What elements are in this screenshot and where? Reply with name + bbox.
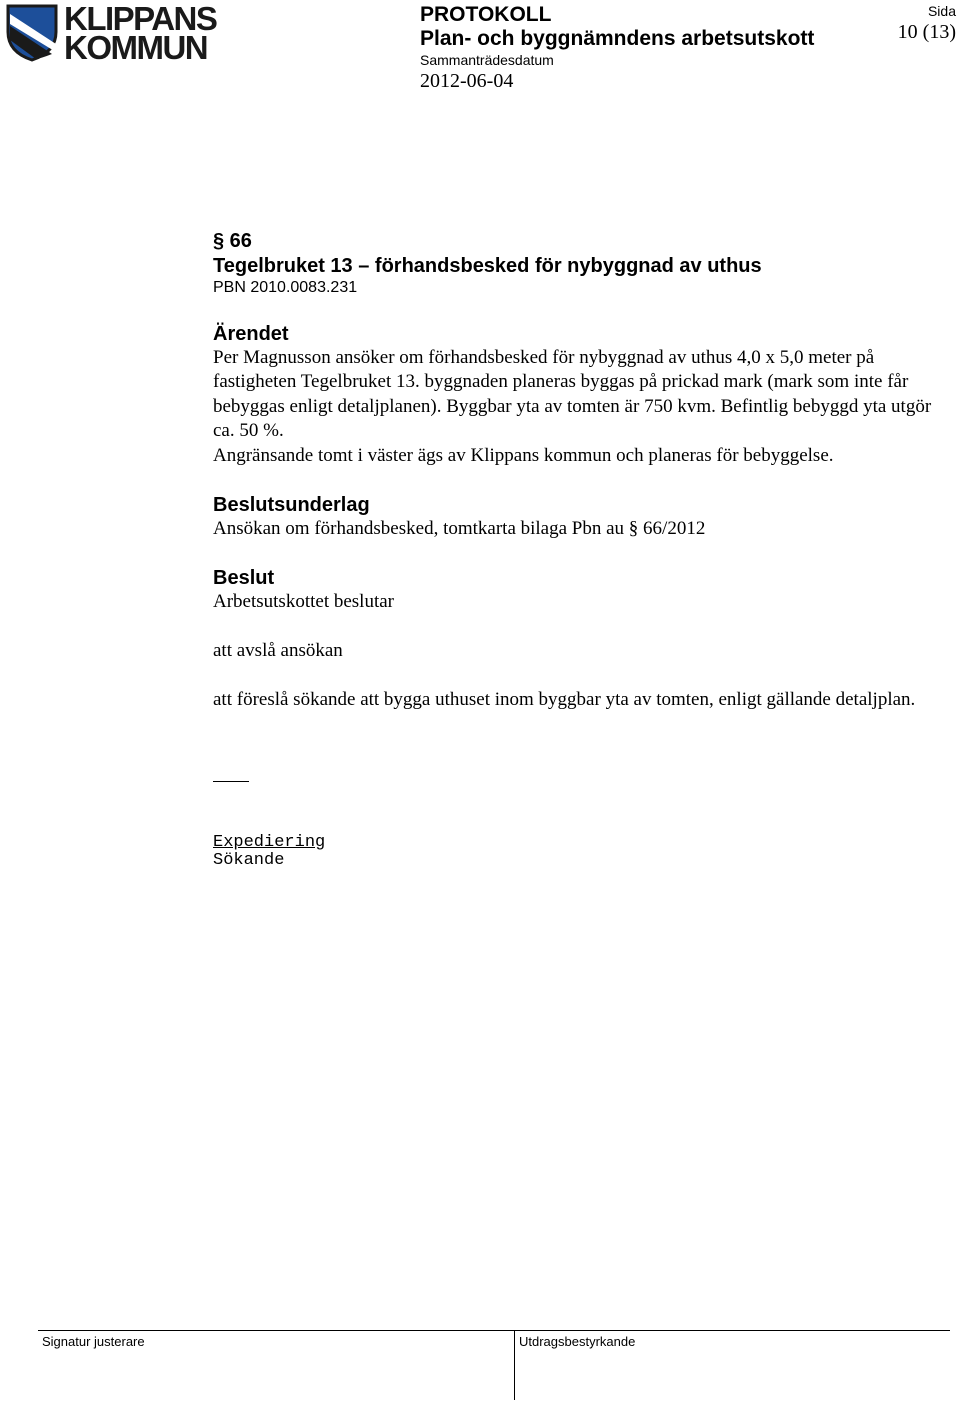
footer-rule (38, 1330, 950, 1331)
arendet-paragraph: Per Magnusson ansöker om förhandsbesked för nybyggnad av uthus 4,0 x 5,0 meter på fastigheten Tegelbruket 13. byggnaden planeras byggas på prickad mark (mark som inte får bebyggas enligt detaljplanen). Byggbar yta av tomten är 750 kvm. Befintlig bebyggd yta utgör ca. 50 %. (213, 347, 932, 442)
extract-certification-label: Utdragsbestyrkande (519, 1334, 636, 1349)
arendet-paragraph-2: Angränsande tomt i väster ägs av Klippans kommun och planeras för bebyggelse. (213, 444, 834, 466)
page-label: Sida (927, 3, 956, 19)
signature-field-label: Signatur justerare (42, 1334, 145, 1349)
document-type: PROTOKOLL (420, 3, 552, 26)
beslutsunderlag-text: Ansökan om förhandsbesked, tomtkarta bilaga Pbn au § 66/2012 (213, 518, 706, 539)
page-number: 10 (13) (897, 21, 956, 43)
board-name: Plan- och byggnämndens arbetsutskott (420, 27, 815, 50)
section-heading-beslutsunderlag: Beslutsunderlag (213, 494, 370, 516)
footer-divider (514, 1330, 515, 1400)
paragraph-number: § 66 (213, 230, 252, 252)
section-heading-beslut: Beslut (213, 567, 275, 589)
expediering-label: Expediering (213, 833, 326, 852)
logo-text-line1: KLIPPANS (64, 0, 217, 37)
meeting-date-label: Sammanträdesdatum (420, 52, 554, 68)
logo-text-line2: KOMMUN (64, 29, 208, 66)
case-title: Tegelbruket 13 – förhandsbesked för nybyggnad av uthus (213, 255, 762, 277)
municipality-logo (6, 0, 217, 66)
decision-item: att föreslå sökande att bygga uthuset inom byggbar yta av tomten, enligt gällande detaljplan. (213, 689, 916, 710)
meeting-date: 2012-06-04 (420, 70, 514, 92)
decision-item: att avslå ansökan (213, 640, 343, 661)
case-number: PBN 2010.0083.231 (213, 279, 358, 296)
expediering-recipient: Sökande (213, 851, 285, 870)
section-separator (213, 781, 249, 782)
coat-of-arms-icon (6, 2, 58, 62)
arendet-text (213, 346, 933, 468)
beslut-intro: Arbetsutskottet beslutar (213, 591, 394, 612)
section-heading-arendet: Ärendet (213, 323, 289, 345)
